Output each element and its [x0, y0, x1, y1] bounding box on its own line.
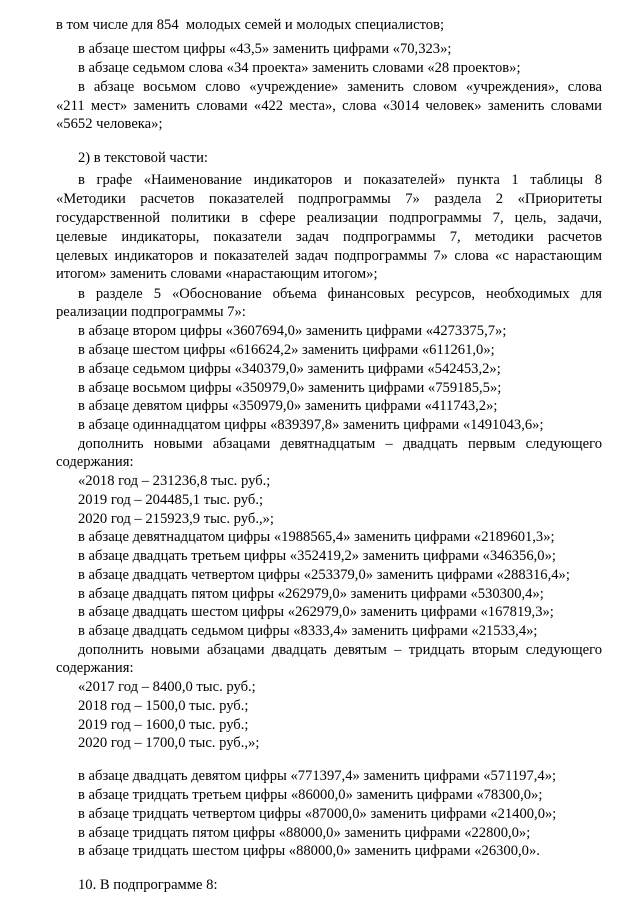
text-line-paragraph: государственной политики в сфере реализации подпрограммы 7, цель, задачи, [56, 210, 602, 226]
text-line-amendment: в абзаце двадцать седьмом цифры «8333,4» заменить цифрами «21533,4»; [78, 623, 538, 639]
text-line-amendment: в абзаце шестом цифры «43,5» заменить цифрами «70,323»; [78, 41, 452, 57]
text-line-amendment: в абзаце двадцать четвертом цифры «253379,0» заменить цифрами «288316,4»; [78, 567, 570, 583]
text-line-paragraph: в разделе 5 «Обоснование объема финансовых ресурсов, необходимых для [78, 286, 602, 302]
text-line-amendment: в абзаце двадцать пятом цифры «262979,0» заменить цифрами «530300,4»; [78, 586, 544, 602]
text-line-amendment: в абзаце шестом цифры «616624,2» заменить цифрами «611261,0»; [78, 342, 495, 358]
text-line-amendment: в абзаце тридцать пятом цифры «88000,0» заменить цифрами «22800,0»; [78, 825, 531, 841]
text-line-amendment: в абзаце восьмом слово «учреждение» заменить словом «учреждения», слова [78, 79, 602, 95]
text-line-amendment: в абзаце двадцать третьем цифры «352419,2» заменить цифрами «346356,0»; [78, 548, 556, 564]
text-line-amendment: дополнить новыми абзацами девятнадцатым – двадцать первым следующего [78, 436, 602, 452]
text-line-amendment-cont: содержания: [56, 454, 134, 470]
text-line-amendment: в абзаце тридцать четвертом цифры «87000,0» заменить цифрами «21400,0»; [78, 806, 557, 822]
text-line-paragraph: в графе «Наименование индикаторов и показателей» пункта 1 таблицы 8 [78, 172, 602, 188]
text-line-amendment: в абзаце девятом цифры «350979,0» заменить цифрами «411743,2»; [78, 398, 498, 414]
text-line-paragraph: целевых индикаторов и показателей задач подпрограммы 7» слова «с нарастающим [56, 248, 602, 264]
text-line-amendment-cont: «211 мест» заменить словами «422 места», слова «3014 человек» заменить словами [56, 98, 602, 114]
text-line-amendment: в абзаце одиннадцатом цифры «839397,8» заменить цифрами «1491043,6»; [78, 417, 544, 433]
text-line-amendment: в абзаце седьмом цифры «340379,0» заменить цифрами «542453,2»; [78, 361, 501, 377]
text-line-amendment: в абзаце двадцать шестом цифры «262979,0» заменить цифрами «167819,3»; [78, 604, 554, 620]
text-line-amendment: в абзаце девятнадцатом цифры «1988565,4» заменить цифрами «2189601,3»; [78, 529, 555, 545]
text-line-paragraph: итогом» заменить словами «нарастающим итогом»; [56, 266, 378, 282]
quoted-year-line: 2018 год – 1500,0 тыс. руб.; [78, 698, 249, 714]
text-line-amendment-cont: содержания: [56, 660, 134, 676]
text-line-amendment: в абзаце втором цифры «3607694,0» заменить цифрами «4273375,7»; [78, 323, 507, 339]
text-line-amendment: в абзаце тридцать третьем цифры «86000,0» заменить цифрами «78300,0»; [78, 787, 543, 803]
section-heading: 10. В подпрограмме 8: [78, 877, 218, 893]
text-line-amendment: в абзаце седьмом слова «34 проекта» заменить словами «28 проектов»; [78, 60, 521, 76]
section-heading: 2) в текстовой части: [78, 150, 208, 166]
quoted-year-line: 2020 год – 1700,0 тыс. руб.,»; [78, 735, 260, 751]
quoted-year-line: 2020 год – 215923,9 тыс. руб.,»; [78, 511, 274, 527]
text-line-paragraph: реализации подпрограммы 7»: [56, 304, 246, 320]
quoted-year-line: «2017 год – 8400,0 тыс. руб.; [78, 679, 256, 695]
text-line-paragraph: «Методики расчетов показателей подпрограммы 7» раздела 2 «Приоритеты [56, 191, 602, 207]
text-line-amendment: в абзаце тридцать шестом цифры «88000,0» заменить цифрами «26300,0». [78, 843, 540, 859]
text-line-paragraph: целевые индикаторы, показатели задач подпрограммы 7, методики расчетов [56, 229, 602, 245]
quoted-year-line: 2019 год – 204485,1 тыс. руб.; [78, 492, 264, 508]
text-line-amendment: в абзаце восьмом цифры «350979,0» заменить цифрами «759185,5»; [78, 380, 502, 396]
text-line-amendment: дополнить новыми абзацами двадцать девятым – тридцать вторым следующего [78, 642, 602, 658]
text-line-amendment-cont: «5652 человека»; [56, 116, 163, 132]
quoted-year-line: «2018 год – 231236,8 тыс. руб.; [78, 473, 271, 489]
text-line-continuation: в том числе для 854 молодых семей и молодых специалистов; [56, 17, 445, 33]
text-line-amendment: в абзаце двадцать девятом цифры «771397,4» заменить цифрами «571197,4»; [78, 768, 557, 784]
quoted-year-line: 2019 год – 1600,0 тыс. руб.; [78, 717, 249, 733]
